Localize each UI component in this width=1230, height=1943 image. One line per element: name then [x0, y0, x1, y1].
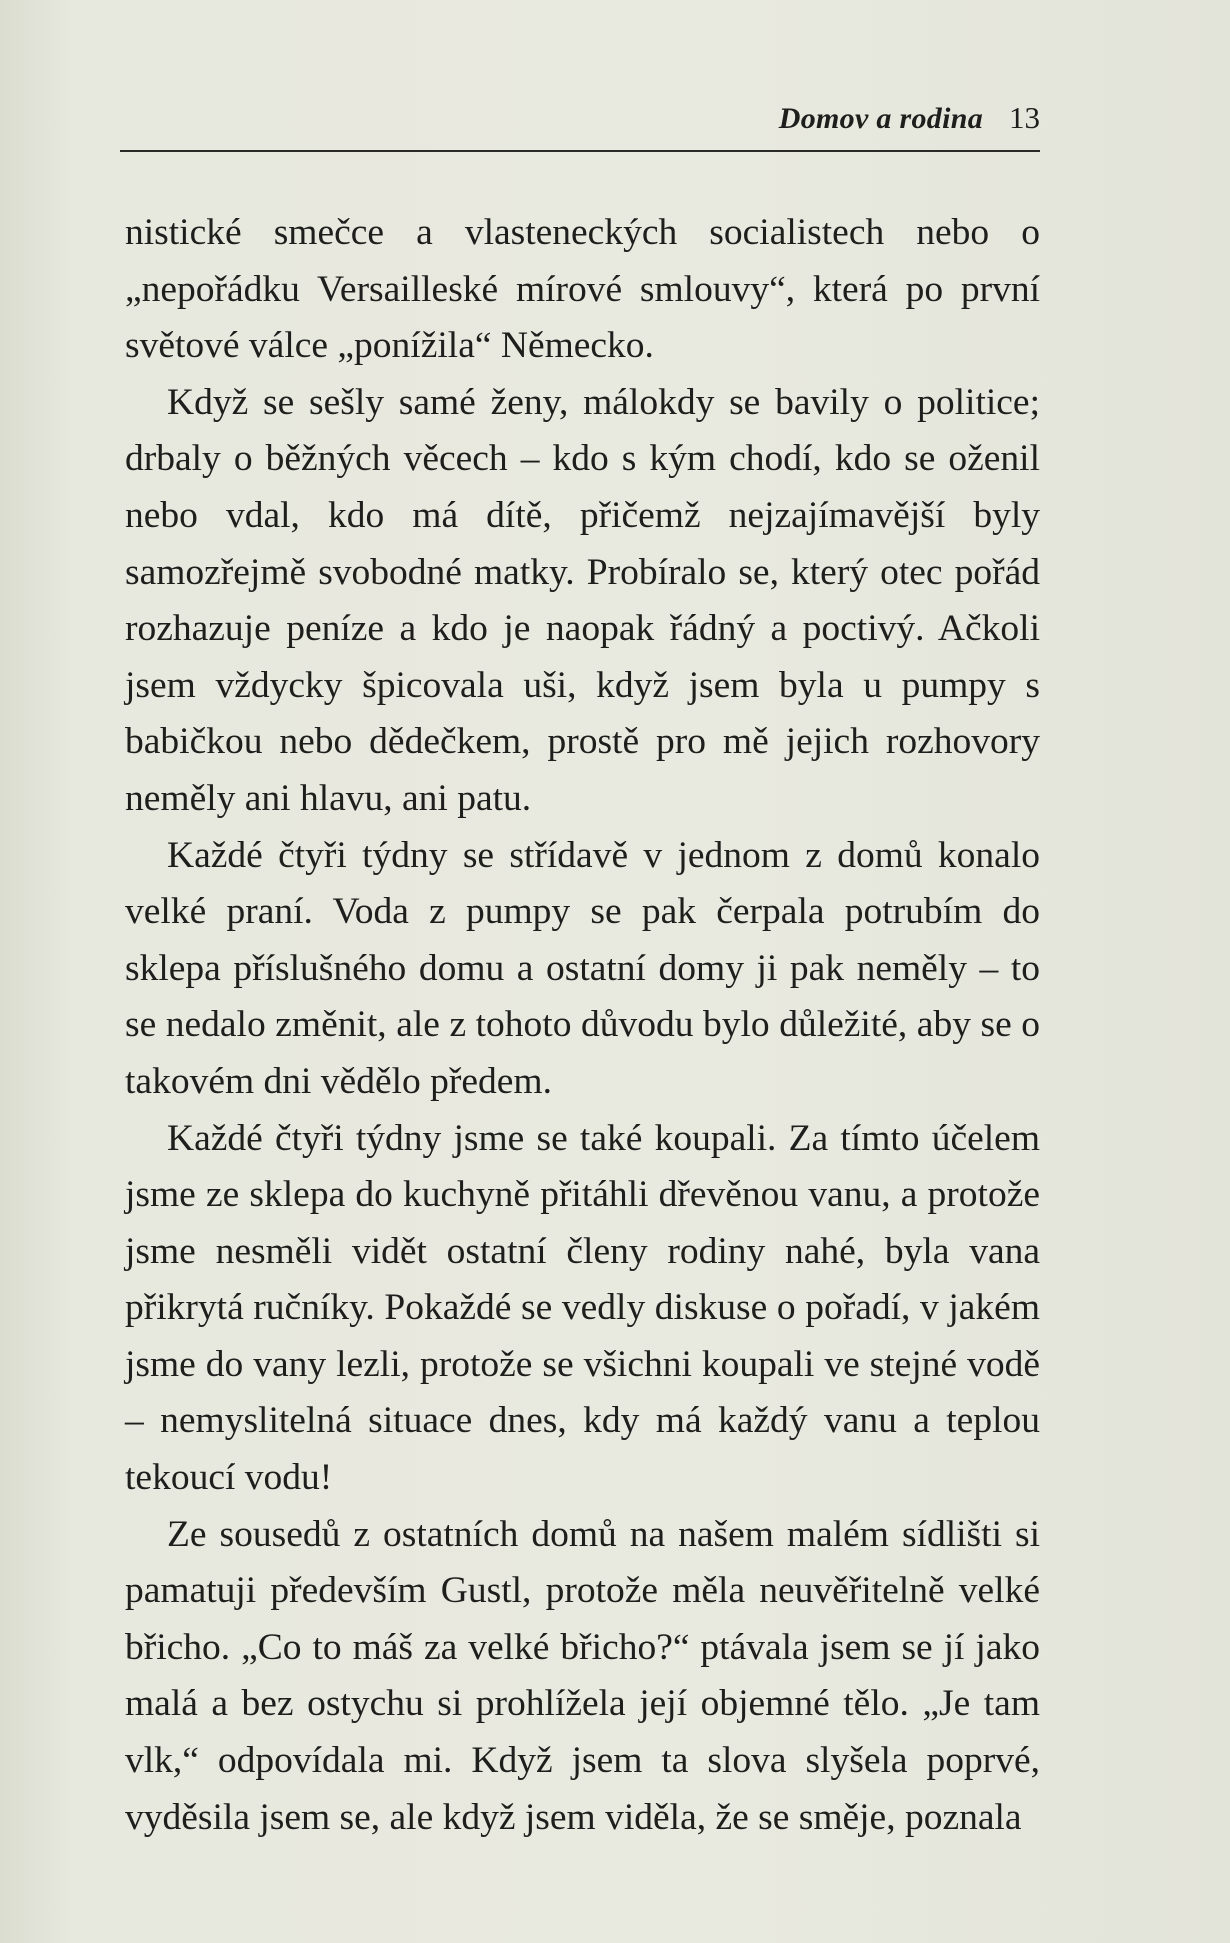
header-rule — [120, 150, 1040, 152]
paragraph: Každé čtyři týdny se střídavě v jednom z domů konalo velké praní. Voda z pumpy se pak čerpala potrubím do sklepa příslušného domu a ostatní domy ji pak neměly – to se nedalo změnit, ale z tohoto důvodu bylo důležité, aby se o takovém dni vědělo předem. — [125, 834, 1040, 1102]
running-head — [125, 98, 1040, 139]
page-number: 13 — [1009, 100, 1040, 135]
paragraph-continuation: nistické smečce a vlasteneckých socialistech nebo o „nepořádku Versailleské mírové smlouvy“, která po první světové válce „ponížila“ Německo. — [125, 212, 1040, 367]
running-title: Domov a rodina — [778, 102, 983, 135]
paragraph: Když se sešly samé ženy, málokdy se bavily o politice; drbaly o běžných věcech – kdo s kým chodí, kdo se oženil nebo vdal, kdo má dítě, přičemž nejzajímavější byly samozřejmě svobodné matky. Probíralo se, který otec pořád rozhazuje peníze a kdo je naopak řádný a poctivý. Ačkoli jsem vždycky špicovala uši, když jsem byla u pumpy s babičkou nebo dědečkem, prostě pro mě jejich rozhovory neměly ani hlavu, ani patu. — [125, 381, 1040, 819]
body-text — [125, 205, 1040, 1846]
paragraph: Ze sousedů z ostatních domů na našem malém sídlišti si pamatuji především Gustl, protože měla neuvěřitelně velké břicho. „Co to máš za velké břicho?“ ptávala jsem se jí jako malá a bez ostychu si prohlížela její objemné tělo. „Je tam vlk,“ odpovídala mi. Když jsem ta slova slyšela poprvé, vyděsila jsem se, ale když jsem viděla, že se směje, poznala — [125, 1513, 1040, 1838]
paragraph: Každé čtyři týdny jsme se také koupali. Za tímto účelem jsme ze sklepa do kuchyně přitáhli dřevěnou vanu, a protože jsme nesměli vidět ostatní členy rodiny nahé, byla vana přikrytá ručníky. Pokaždé se vedly diskuse o pořadí, v jakém jsme do vany lezli, protože se všichni koupali ve stejné vodě – nemyslitelná situace dnes, kdy má každý vanu a teplou tekoucí vodu! — [125, 1117, 1040, 1499]
